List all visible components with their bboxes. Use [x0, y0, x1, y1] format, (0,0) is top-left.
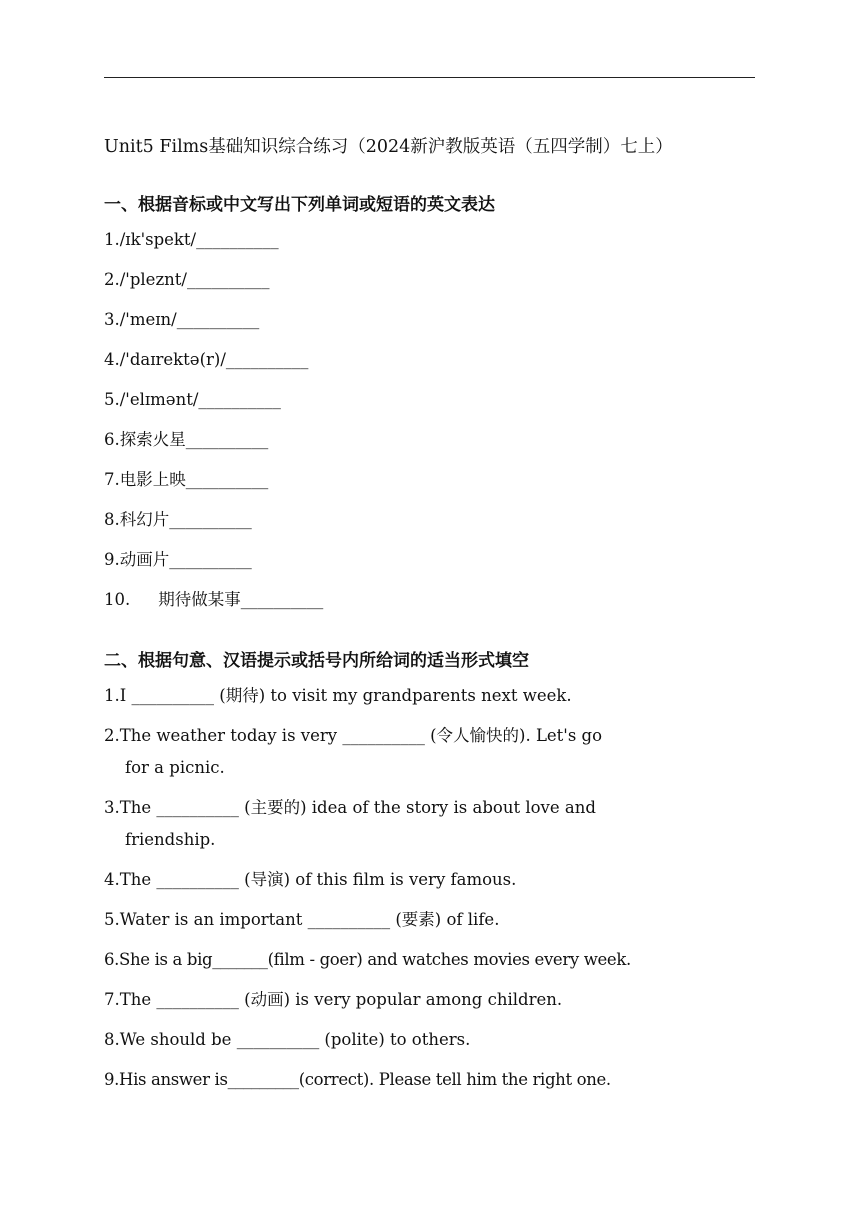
answer-blank[interactable]: __________	[185, 470, 269, 489]
item-number: 5.	[104, 390, 120, 409]
answer-blank[interactable]: _______	[212, 950, 268, 969]
item-text-after: (要素) of life.	[390, 910, 500, 929]
item-number: 2.	[104, 270, 120, 289]
item-number: 6.	[104, 430, 120, 449]
answer-blank[interactable]: __________	[156, 798, 239, 817]
fill-item-2-continuation: for a picnic.	[125, 758, 225, 777]
vocab-item-4	[104, 350, 764, 370]
item-text-after: (correct). Please tell him the right one.	[298, 1070, 611, 1089]
item-text-before: The	[119, 798, 157, 817]
item-prompt: /'pleznt/	[119, 270, 187, 289]
answer-blank[interactable]: __________	[156, 870, 239, 889]
item-text-after: (film - goer) and watches movies every week.	[267, 950, 631, 969]
answer-blank[interactable]: __________	[307, 910, 391, 929]
item-number: 2.	[104, 726, 120, 745]
fill-item-7	[104, 990, 764, 1010]
header-rule	[104, 77, 755, 78]
answer-blank[interactable]: __________	[186, 270, 270, 289]
item-number: 9.	[104, 550, 120, 569]
item-text-before: His answer is	[119, 1070, 228, 1089]
item-text-before: She is a big	[119, 950, 213, 969]
item-number: 8.	[104, 510, 120, 529]
item-prompt: 科幻片	[119, 510, 170, 529]
item-text-after: (令人愉快的). Let's go	[424, 726, 603, 745]
item-text-before: The	[119, 990, 157, 1009]
vocab-item-9	[104, 550, 764, 570]
item-number: 8.	[104, 1030, 120, 1049]
fill-item-2	[104, 726, 764, 746]
answer-blank[interactable]: __________	[196, 230, 279, 249]
fill-item-4	[104, 870, 764, 890]
answer-blank[interactable]: __________	[185, 430, 269, 449]
item-prompt: /'meɪn/	[119, 310, 177, 329]
answer-blank[interactable]: __________	[169, 510, 252, 529]
item-number: 7.	[104, 990, 120, 1009]
answer-blank[interactable]: _________	[227, 1070, 299, 1089]
section-2-heading: 二、根据句意、汉语提示或括号内所给词的适当形式填空	[104, 651, 529, 671]
section-1-heading: 一、根据音标或中文写出下列单词或短语的英文表达	[104, 195, 495, 215]
item-number: 3.	[104, 310, 120, 329]
vocab-item-5	[104, 390, 764, 410]
item-number: 7.	[104, 470, 120, 489]
answer-blank[interactable]: __________	[156, 990, 239, 1009]
fill-item-8	[104, 1030, 764, 1050]
vocab-item-7	[104, 470, 764, 490]
item-number: 10.	[104, 590, 131, 609]
vocab-item-10	[104, 590, 764, 610]
answer-blank[interactable]: __________	[169, 550, 252, 569]
answer-blank[interactable]: __________	[198, 390, 281, 409]
answer-blank[interactable]: __________	[131, 686, 215, 705]
item-text-before: I	[119, 686, 132, 705]
item-prompt: 动画片	[119, 550, 170, 569]
vocab-item-6	[104, 430, 764, 450]
item-text-after: (polite) to others.	[319, 1030, 471, 1049]
item-text-after: (期待) to visit my grandparents next week.	[214, 686, 572, 705]
fill-item-6	[104, 950, 764, 970]
item-number: 9.	[104, 1070, 120, 1089]
fill-item-9	[104, 1070, 764, 1090]
item-prompt: 期待做某事	[158, 590, 241, 609]
item-number: 4.	[104, 350, 120, 369]
item-text-after: (动画) is very popular among children.	[238, 990, 563, 1009]
item-text-before: We should be	[119, 1030, 237, 1049]
fill-item-1	[104, 686, 764, 706]
fill-item-3-continuation: friendship.	[125, 830, 216, 849]
item-number: 1.	[104, 686, 120, 705]
item-number: 3.	[104, 798, 120, 817]
answer-blank[interactable]: __________	[225, 350, 309, 369]
answer-blank[interactable]: __________	[240, 590, 324, 609]
item-number: 1.	[104, 230, 120, 249]
vocab-item-1	[104, 230, 764, 250]
answer-blank[interactable]: __________	[176, 310, 260, 329]
item-number: 5.	[104, 910, 120, 929]
answer-blank[interactable]: __________	[236, 1030, 320, 1049]
item-number: 6.	[104, 950, 120, 969]
answer-blank[interactable]: __________	[342, 726, 425, 745]
item-prompt: 电影上映	[119, 470, 186, 489]
item-prompt: /'daɪrektə(r)/	[119, 350, 226, 369]
vocab-item-2	[104, 270, 764, 290]
vocab-item-3	[104, 310, 764, 330]
item-text-after: (主要的) idea of the story is about love and	[238, 798, 596, 817]
item-text-before: Water is an important	[119, 910, 308, 929]
page-title: Unit5 Films基础知识综合练习（2024新沪教版英语（五四学制）七上）	[104, 137, 673, 157]
item-text-before: The weather today is very	[119, 726, 343, 745]
item-number: 4.	[104, 870, 120, 889]
item-prompt: /'elɪmənt/	[119, 390, 199, 409]
vocab-item-8	[104, 510, 764, 530]
item-prompt: /ɪk'spekt/	[119, 230, 197, 249]
item-text-after: (导演) of this film is very famous.	[238, 870, 517, 889]
fill-item-5	[104, 910, 764, 930]
fill-item-3	[104, 798, 764, 818]
item-text-before: The	[119, 870, 157, 889]
item-prompt: 探索火星	[119, 430, 186, 449]
